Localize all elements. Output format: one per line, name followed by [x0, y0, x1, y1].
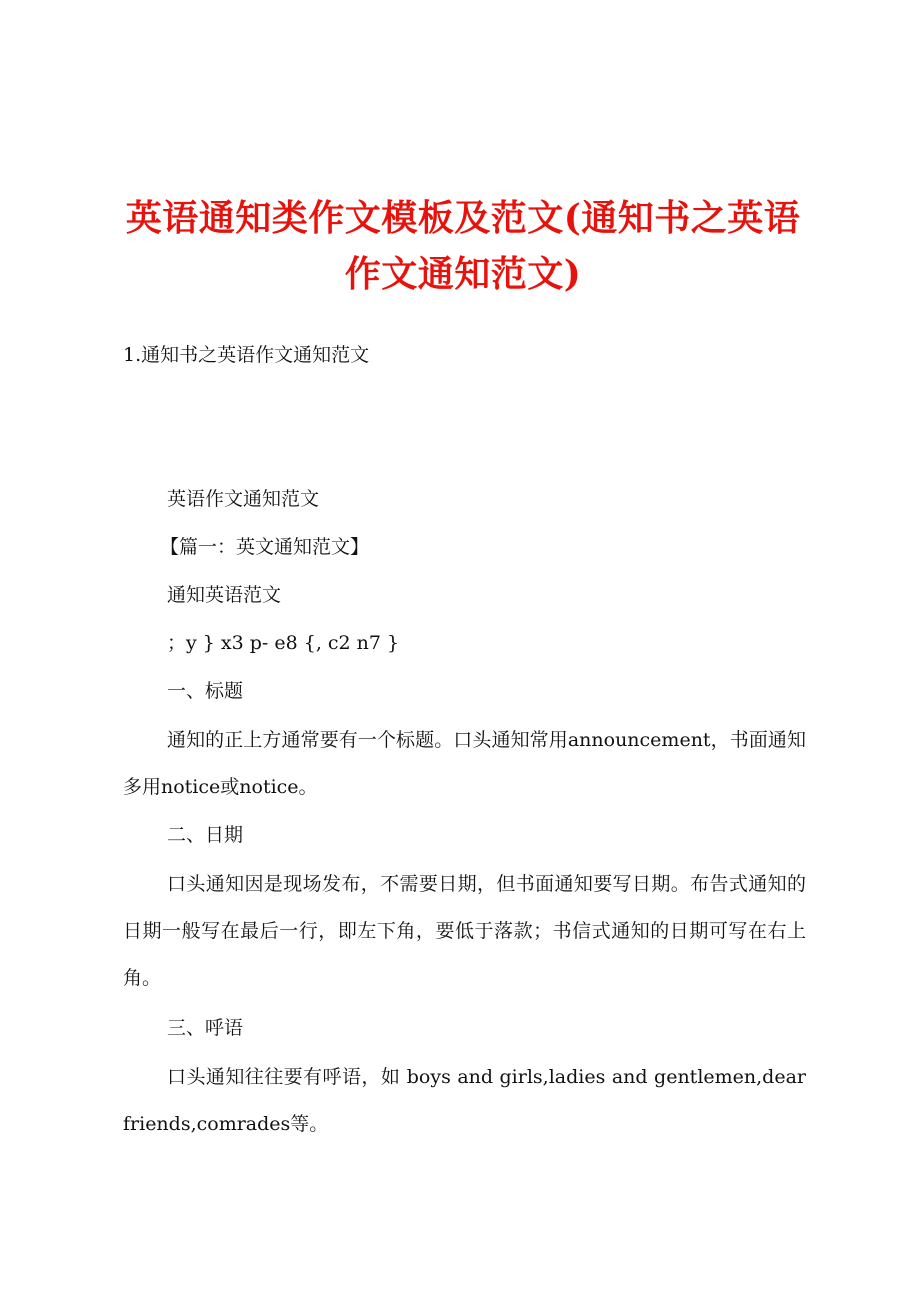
part1-paragraph: 通知的正上方通常要有一个标题。口头通知常用announcement，书面通知多用notice或notice。	[123, 729, 806, 798]
part3-heading: 三、呼语	[167, 1017, 244, 1039]
part3-paragraph: 口头通知往往要有呼语，如 boys and girls,ladies and gentlemen,dear friends,comrades等。	[123, 1066, 806, 1135]
section-heading: 1.通知书之英语作文通知范文	[123, 344, 370, 366]
document-title: 英语通知类作文模板及范文(通知书之英语作文通知范文)	[125, 197, 801, 295]
part2-paragraph: 口头通知因是现场发布，不需要日期，但书面通知要写日期。布告式通知的日期一般写在最后一行，即左下角，要低于落款；书信式通知的日期可写在右上角。	[123, 873, 806, 989]
part2-heading: 二、日期	[167, 824, 244, 846]
subtitle: 英语作文通知范文	[167, 488, 320, 510]
garbled-line: ；y } x3 p- e8 {, c2 n7 }	[167, 632, 400, 654]
chapter-heading: 【篇一：英文通知范文】	[160, 536, 370, 558]
part1-heading: 一、标题	[167, 680, 244, 702]
subheading: 通知英语范文	[167, 584, 282, 606]
